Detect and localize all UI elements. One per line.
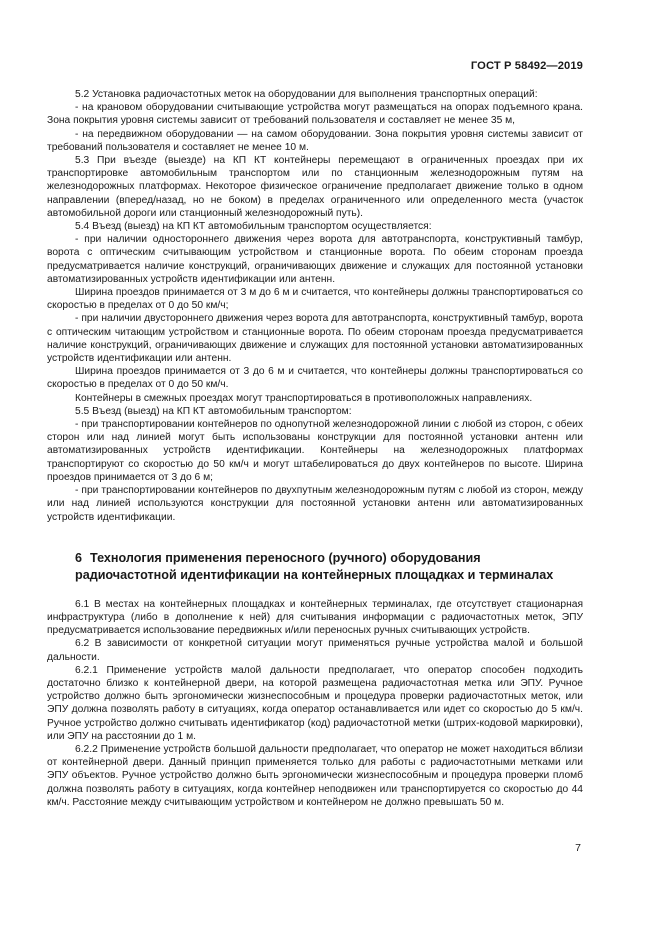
paragraph: Ширина проездов принимается от 3 м до 6 м и считается, что контейнеры должны транспортироваться со скоростью в пределах от 0 до 50 км/ч; (47, 287, 583, 312)
paragraph: - при транспортировании контейнеров по однопутной железнодорожной линии с любой из сторон, с обеих сторон или над линией могут быть использованы конструкции для постоянной установки антенн или автоматизированных устройств идентификации. Контейнеры на железнодорожных платформах транспортируют со скоростью до 50 км/ч и могут штабелироваться до двух контейнеров по высоте. Ширина проездов принимается от 3 до 6 м; (47, 419, 583, 483)
page-content (47, 88, 583, 809)
paragraph: 5.4 Въезд (выезд) на КП КТ автомобильным транспортом осуществляется: (75, 221, 432, 233)
paragraph: - на крановом оборудовании считывающие устройства могут размещаться на опорах подъемного крана. Зона покрытия уровня системы зависит от требований пользователя и составляет не менее 35 м, (47, 102, 583, 127)
paragraph: 5.5 Въезд (выезд) на КП КТ автомобильным транспортом: (75, 405, 352, 417)
paragraph: - на передвижном оборудовании — на самом оборудовании. Зона покрытия уровня системы зависит от требований пользователя и составляет не менее 10 м. (47, 128, 583, 153)
paragraph: Контейнеры в смежных проездах могут транспортироваться в противоположных направлениях. (75, 392, 533, 404)
paragraph: - при наличии одностороннего движения через ворота для автотранспорта, конструктивный тамбур, ворота с оптическим считывающим устройством и станционные ворота. По обеим сторонам проезда предусматривается наличие конструкций, ограничивающих движение и служащих для постоянной установки автоматизированных устройств идентификации или антенн. (47, 234, 583, 285)
paragraph: 6.2 В зависимости от конкретной ситуации могут применяться ручные устройства малой и большой дальности. (47, 638, 583, 663)
section-number: 6 (75, 550, 83, 565)
section-title: Технология применения переносного (ручного) оборудования радиочастотной идентификации на контейнерных площадках и терминалах (75, 550, 554, 582)
section-heading (47, 550, 583, 584)
paragraph: 5.3 При въезде (выезде) на КП КТ контейнеры перемещают в ограниченных проездах при их транспортировке автомобильным транспортом или по станционным железнодорожным путям на железнодорожных платформах. Некоторое физическое ограничение предполагает движение только в одном направлении (вперед/назад, но не боком) в пределах ограниченного или определенного места (участок автомобильной дороги или станционный железнодорожный путь). (47, 155, 583, 219)
page-number: 7 (575, 842, 581, 854)
standard-header: ГОСТ Р 58492—2019 (470, 60, 583, 72)
paragraph: - при транспортировании контейнеров по двухпутным железнодорожным путям с любой из сторон, между или над линией используются конструкции для постоянной установки антенн или автоматизированных устройств идентификации. (47, 485, 583, 523)
paragraph: Ширина проездов принимается от 3 до 6 м и считается, что контейнеры должны транспортироваться со скоростью в пределах от 0 до 50 км/ч. (47, 366, 583, 391)
paragraph: 6.1 В местах на контейнерных площадках и контейнерных терминалах, где отсутствует стационарная инфраструктура (либо в дополнение к ней) для считывания информации с радиочастотных меток, ЭПУ предусматривается использование передвижных и/или переносных ручных считывающих устройств. (47, 598, 583, 637)
paragraph: 6.2.2 Применение устройств большой дальности предполагает, что оператор не может находиться вблизи от контейнерной двери. Данный принцип применяется только для работы с радиочастотными метками или ЭПУ объектов. Ручное устройство должно быть эргономически жизнеспособным и процедура проверки пломб должна позволять работу в ситуациях, когда контейнер неподвижен или транспортируется со скоростью до 44 км/ч. Расстояние между считывающим устройством и контейнером не должно превышать 50 м. (47, 743, 583, 808)
paragraph: 6.2.1 Применение устройств малой дальности предполагает, что оператор способен подходить достаточно близко к контейнерной двери, на которой размещена радиочастотная метка или ЭПУ. Ручное устройство должно быть эргономически жизнеспособным и процедура проверки радиочастотных меток, или ЭПУ должна позволять работу в ситуациях, когда оператор останавливается или идет со скоростью до 5 км/ч. Ручное устройство должно считывать идентификатор (код) радиочастотной метки (штрих-кодовой маркировки), или ЭПУ на расстоянии до 1 м. (47, 664, 583, 742)
paragraph: - при наличии двустороннего движения через ворота для автотранспорта, конструктивный тамбур, ворота с оптическим читающим устройством и станционные ворота. По обеим сторонам проезда предусматривается наличие конструкций, ограничивающих движение и служащих для постоянной установки автоматизированных устройств идентификации или антенн. (47, 313, 583, 365)
paragraph: 5.2 Установка радиочастотных меток на оборудовании для выполнения транспортных операций: (75, 89, 538, 100)
